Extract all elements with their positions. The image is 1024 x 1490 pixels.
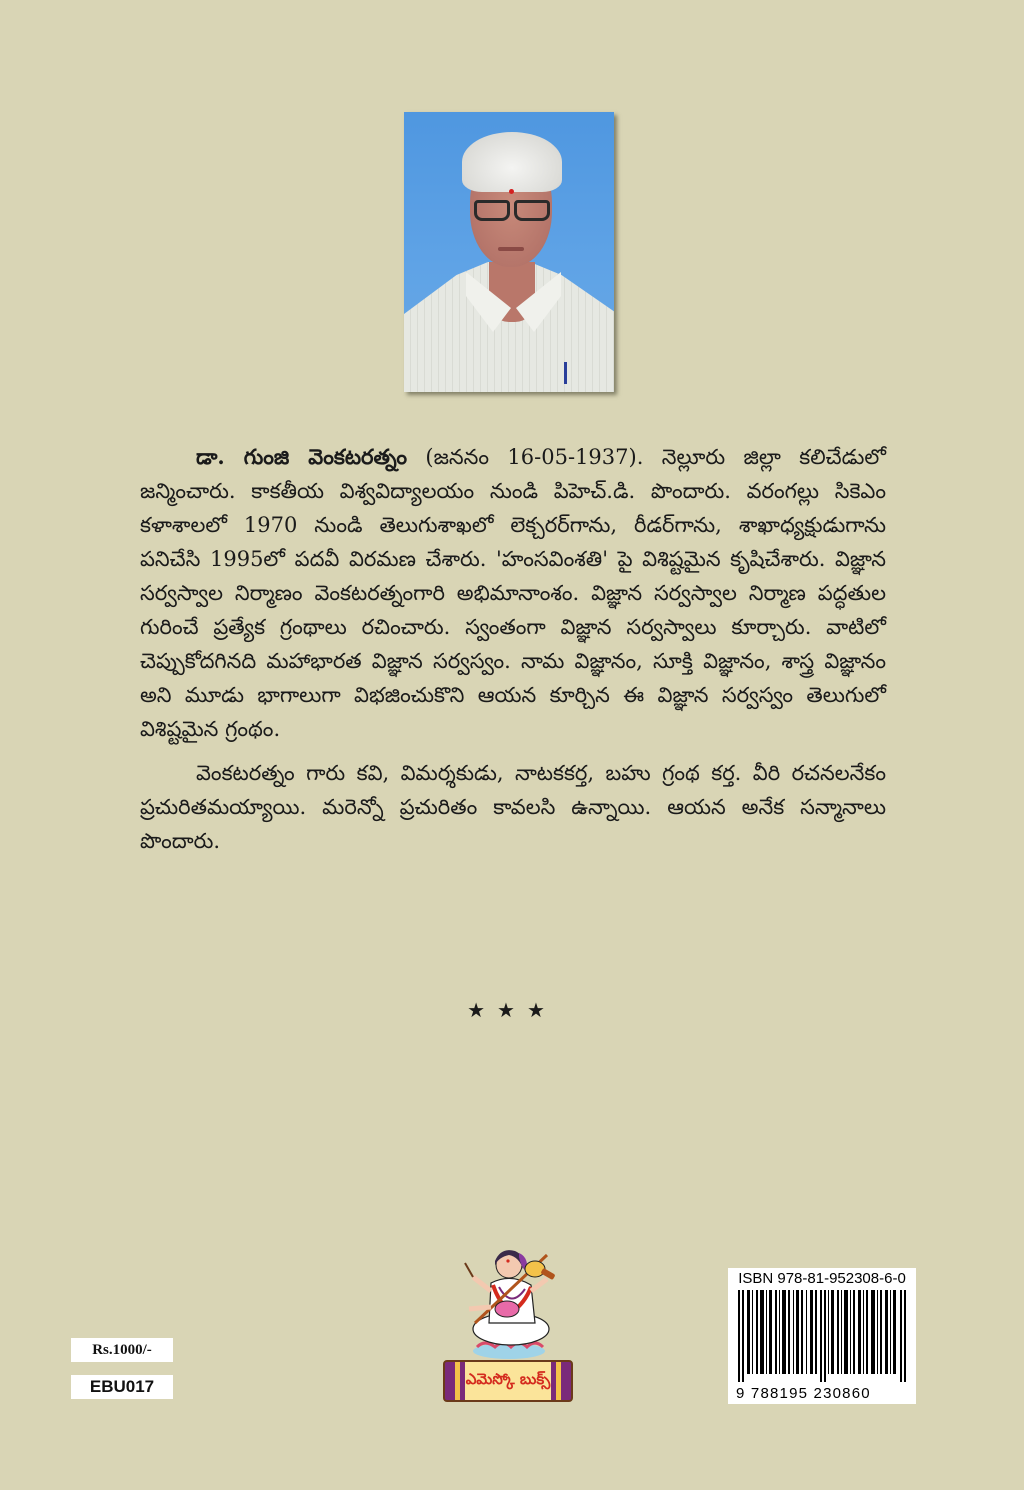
publisher-logo [443,1243,575,1407]
price-label: Rs.1000/- [71,1338,173,1362]
author-bio [140,440,886,858]
book-code-label: EBU017 [71,1375,173,1399]
bio-paragraph-1-text: (జననం 16-05-1937). నెల్లూరు జిల్లా కలిచేడులో జన్మించారు. కాకతీయ విశ్వవిద్యాలయం నుండి పిహెచ్.డి. పొందారు. వరంగల్లు సికెఎం కళాశాలలో 1970 నుండి తెలుగుశాఖలో లెక్చరర్‌గాను, రీడర్‌గాను, శాఖాధ్యక్షుడుగాను పనిచేసి 1995లో పదవీ విరమణ చేశారు. 'హంసవింశతి' పై విశిష్టమైన కృషిచేశారు. విజ్ఞాన సర్వస్వాల నిర్మాణం వెంకటరత్నంగారి అభిమానాంశం. విజ్ఞాన సర్వస్వాల నిర్మాణ పద్ధతుల గురించే ప్రత్యేక గ్రంథాలు రచించారు. స్వంతంగా విజ్ఞాన సర్వస్వాలు కూర్చారు. వాటిలో చెప్పుకోదగినది మహాభారత విజ్ఞాన సర్వస్వం. నామ విజ్ఞానం, సూక్తి విజ్ఞానం, శాస్త్ర విజ్ఞానం అని మూడు భాగాలుగా విభజించుకొని ఆయన కూర్చిన ఈ విజ్ఞాన సర్వస్వం తెలుగులో విశిష్టమైన గ్రంథం. [140,445,886,741]
mouth-shape [498,247,524,251]
barcode-icon [738,1290,906,1382]
bindi-dot [509,189,514,194]
pen-shape [564,362,567,384]
isbn-barcode-box [728,1268,916,1404]
author-name: డా. గుంజి వెంకటరత్నం [196,444,407,469]
glasses-shape [474,200,550,218]
isbn-label: ISBN 978-81-952308-6-0 [738,1270,906,1287]
bio-paragraph-1 [140,440,886,746]
hair-shape [462,132,562,192]
saraswati-figure-icon [455,1243,563,1361]
publisher-name: ఎమెస్కో బుక్స్ [465,1370,551,1388]
author-photo [404,112,614,392]
section-separator-stars: ★★★ [467,998,557,1022]
bio-paragraph-2: వెంకటరత్నం గారు కవి, విమర్శకుడు, నాటకకర్త, బహు గ్రంథ కర్త. వీరి రచనలనేకం ప్రచురితమయ్యాయి. మరెన్నో ప్రచురితం కావలసి ఉన్నాయి. ఆయన అనేక సన్మానాలు పొందారు. [140,761,886,853]
barcode-digits: 9 788195 230860 [736,1385,871,1402]
publisher-name-banner [443,1360,573,1402]
